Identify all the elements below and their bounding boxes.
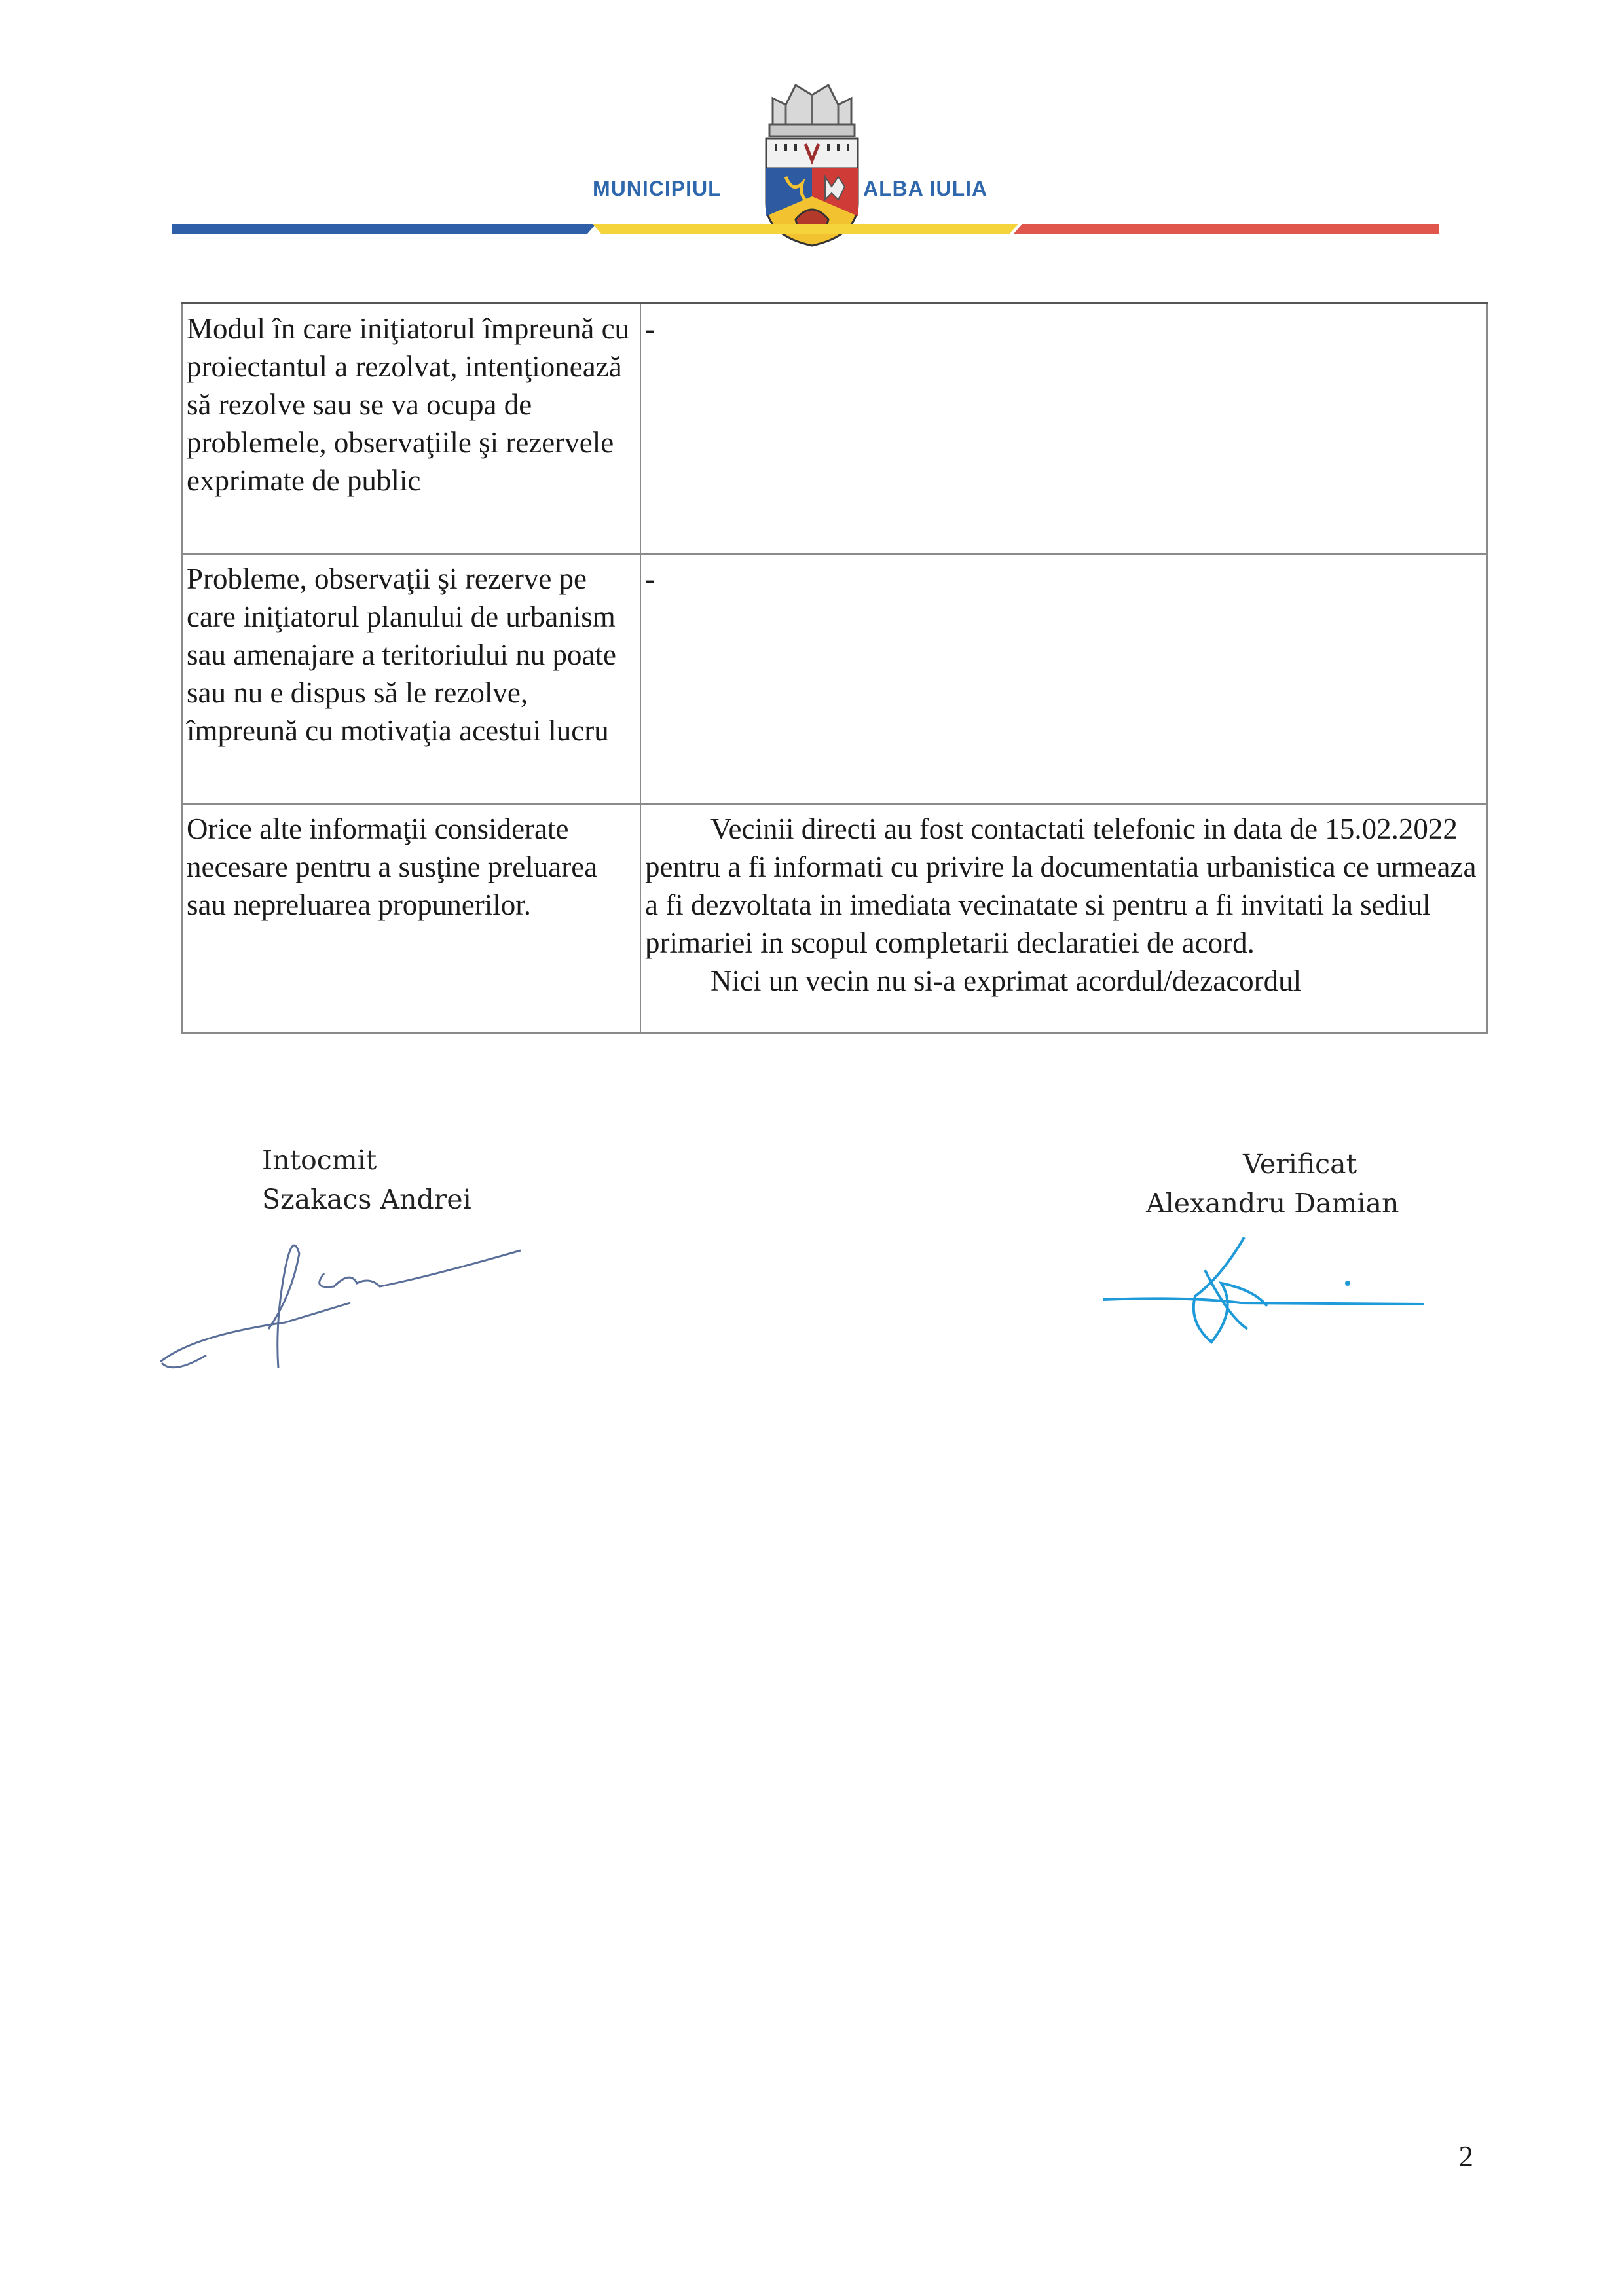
header-municipality-label: MUNICIPIUL: [593, 177, 722, 200]
left-signature-name: Szakacs Andrei: [262, 1184, 471, 1215]
table-cell-label: Modul în care iniţiatorul împreună cu proiectantul a rezolvat, intenţionează să rezolve sau se va ocupa de problemele, observaţiile şi rezervele exprimate de public: [182, 304, 640, 555]
table-row: [182, 554, 1487, 804]
left-signature-icon: [154, 1224, 540, 1375]
table-row: [182, 304, 1487, 555]
report-table: [181, 302, 1488, 1034]
table-cell-value: [640, 804, 1487, 1033]
header-stripe-blue: [172, 224, 596, 234]
coat-of-arms-icon: [747, 79, 877, 249]
table-cell-value: -: [640, 554, 1487, 804]
right-signature-icon: [1090, 1231, 1431, 1362]
table-cell-value: -: [640, 304, 1487, 555]
table-row: [182, 804, 1487, 1033]
paragraph: Nici un vecin nu si-a exprimat acordul/dezacordul: [710, 964, 1302, 997]
header-stripe-red: [1014, 224, 1439, 234]
right-signature-name: Alexandru Damian: [1146, 1188, 1399, 1219]
table-cell-label: Orice alte informaţii considerate necesare pentru a susţine preluarea sau nepreluarea propunerilor.: [182, 804, 640, 1033]
left-signature-role: Intocmit: [262, 1144, 377, 1176]
table-cell-label: Probleme, observaţii şi rezerve pe care iniţiatorul planului de urbanism sau amenajare a teritoriului nu poate sau nu e dispus să le rezolve, împreună cu motivaţia acestui lucru: [182, 554, 640, 804]
right-signature-role: Verificat: [1243, 1148, 1357, 1180]
header-city-label: ALBA IULIA: [863, 177, 988, 200]
page-number: 2: [1458, 2140, 1473, 2173]
paragraph: Vecinii directi au fost contactati telefonic in data de 15.02.2022 pentru a fi informati cu privire la documentatia urbanistica ce urmeaza a fi dezvoltata in imediata vecinatate si pentru a fi invitati la sediul primariei in scopul completarii declaratiei de acord.: [645, 812, 1477, 959]
header-stripe-yellow: [593, 224, 1018, 234]
